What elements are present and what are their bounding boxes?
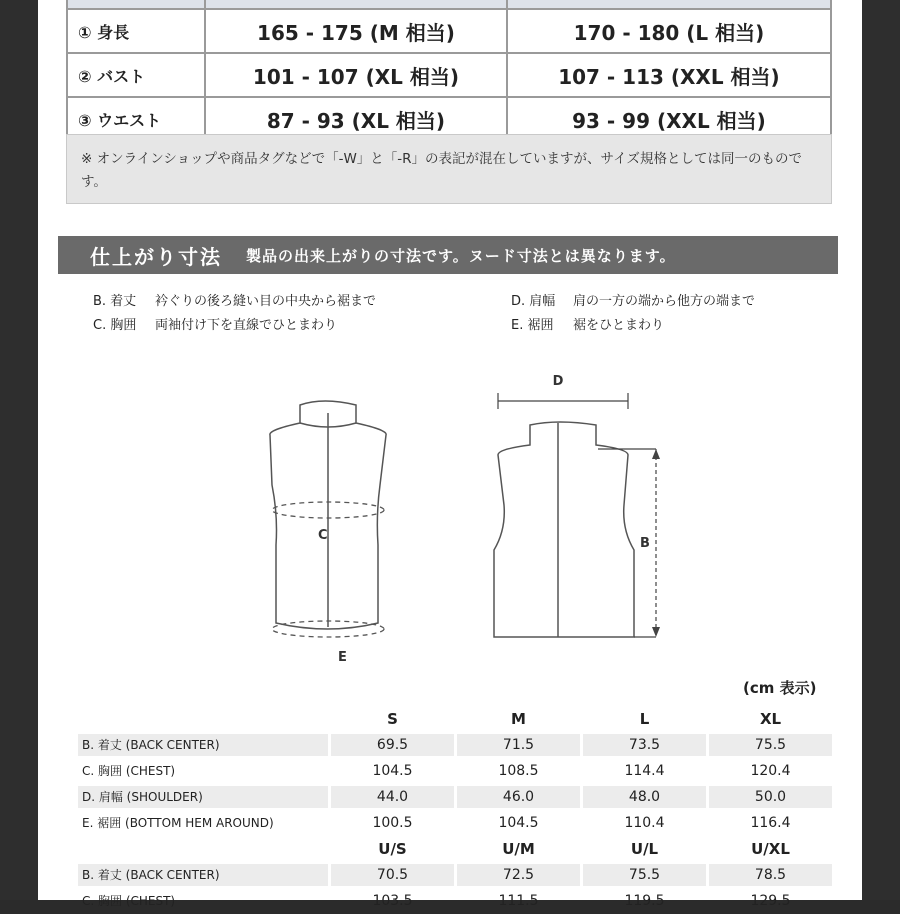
arrow-head [652,627,660,637]
table-top-strip [67,0,831,9]
size-header: L [639,710,650,728]
table-row [78,862,832,888]
cell-value: 101 - 107 (XL 相当) [205,53,507,97]
cell-value: 110.4 [624,815,665,831]
cell-value: 48.0 [583,786,706,808]
section-subtitle: 製品の出来上がりの寸法です。ヌード寸法とは異なります。 [246,246,676,265]
legend-desc: 裾をひとまわり [573,318,665,333]
table-row [78,758,832,784]
legend-b [93,290,376,309]
legend-key: E. 裾囲 [511,318,554,333]
left-dark-border [0,0,38,900]
label-d: D [552,374,564,389]
table-row [78,888,832,914]
cell-value: 44.0 [331,786,454,808]
cell-value: 114.4 [624,763,665,779]
size-header: U/XL [751,840,790,858]
row-label: C. 胸囲 (CHEST) [82,894,176,908]
size-header: S [387,710,398,728]
table-row [78,732,832,758]
legend-desc: 肩の一方の端から他方の端まで [573,294,756,309]
section-header [58,236,838,274]
cell-value: 104.5 [498,815,539,831]
table-row [78,784,832,810]
cell-value: 111.5 [498,893,539,909]
body-size-table [66,0,832,142]
cell-value: 73.5 [583,734,706,756]
vest-front-drawing [270,401,386,629]
row-label: B. 着丈 (BACK CENTER) [78,864,328,886]
cell-value: 120.4 [750,763,791,779]
row-label-bust: ② バスト [67,53,205,97]
size-header-row [78,836,832,862]
cell-value: 103.5 [372,893,413,909]
legend-key: B. 着丈 [93,294,137,309]
legend-e [511,314,664,333]
cell-value: 70.5 [331,864,454,886]
label-b: B [640,536,650,551]
unit-note: (cm 表示) [743,679,817,697]
cell-value: 165 - 175 (M 相当) [205,9,507,53]
cell-value: 104.5 [372,763,413,779]
row-label-waist: ③ ウエスト [67,97,205,141]
row-label: E. 裾囲 (BOTTOM HEM AROUND) [82,816,274,830]
size-header: U/S [378,840,407,858]
right-dark-border [862,0,900,900]
legend-desc: 両袖付け下を直線でひとまわり [155,318,338,333]
cell-value: 75.5 [709,734,832,756]
row-label: B. 着丈 (BACK CENTER) [78,734,328,756]
vest-measurement-diagram [228,365,668,675]
legend-key: C. 胸囲 [93,318,137,333]
table-row [67,53,831,97]
size-guide-page [38,0,862,909]
cell-value: 129.5 [750,893,791,909]
arrow-head [652,449,660,459]
cell-value: 78.5 [709,864,832,886]
cell-value: 119.5 [624,893,665,909]
size-header-row [78,706,832,732]
row-label: C. 胸囲 (CHEST) [82,764,176,778]
cell-value: 170 - 180 (L 相当) [507,9,831,53]
cell-value: 72.5 [457,864,580,886]
label-c: C [318,528,328,543]
vest-back-drawing [494,422,634,637]
size-notation-note: ※ オンラインショップや商品タグなどで「-W」と「-R」の表記が混在していますが、サイズ規格としては同一のものです。 [66,134,832,204]
size-header: XL [759,710,782,728]
table-row [78,810,832,836]
cell-value: 116.4 [750,815,791,831]
legend-d [511,290,755,309]
legend-desc: 衿ぐりの後ろ縫い目の中央から裾まで [155,294,377,309]
cell-value: 100.5 [372,815,413,831]
cell-value: 108.5 [498,763,539,779]
legend-key: D. 肩幅 [511,294,556,309]
cell-value: 93 - 99 (XXL 相当) [507,97,831,141]
legend-c [93,314,337,333]
table-row [67,9,831,53]
measurement-table [78,706,832,914]
size-header: M [511,710,526,728]
label-e: E [338,650,347,665]
size-header: U/M [502,840,535,858]
cell-value: 107 - 113 (XXL 相当) [507,53,831,97]
row-label-height: ① 身長 [67,9,205,53]
cell-value: 50.0 [709,786,832,808]
cell-value: 87 - 93 (XL 相当) [205,97,507,141]
cell-value: 75.5 [583,864,706,886]
cell-value: 69.5 [331,734,454,756]
cell-value: 71.5 [457,734,580,756]
size-header: U/L [630,840,659,858]
row-label: D. 肩幅 (SHOULDER) [78,786,328,808]
cell-value: 46.0 [457,786,580,808]
section-title: 仕上がり寸法 [90,244,222,269]
